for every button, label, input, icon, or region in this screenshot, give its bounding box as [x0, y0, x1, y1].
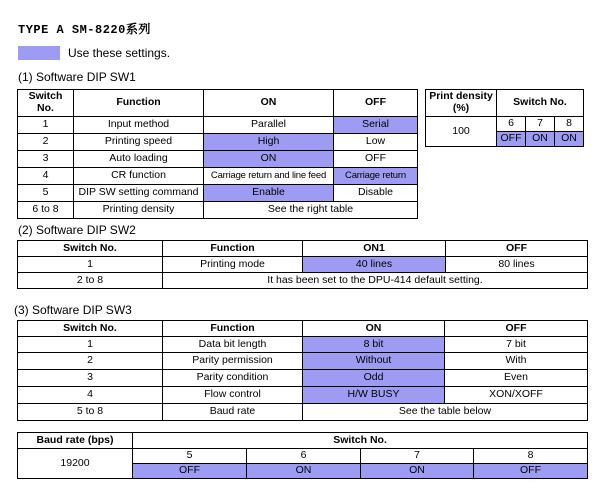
- cell-function: Printing density: [74, 202, 204, 219]
- legend: [18, 46, 170, 60]
- sw2-header-off: OFF: [446, 241, 588, 257]
- cell-on-selected: ON: [204, 151, 334, 168]
- cell-function: CR function: [74, 168, 204, 185]
- sw3-header-on: ON: [303, 321, 445, 337]
- table-row: [18, 168, 418, 185]
- density-table: [425, 89, 584, 147]
- table-row: [18, 387, 588, 404]
- document-title: TYPE A SM-8220系列: [18, 23, 151, 37]
- table-row: [18, 273, 588, 289]
- cell-switch-no: 2 to 8: [18, 273, 163, 289]
- baud-switch-value: OFF: [474, 464, 588, 479]
- cell-merged-note: See the right table: [204, 202, 418, 219]
- sw3-header-switch-no: Switch No.: [18, 321, 163, 337]
- baud-switch-no: 7: [361, 449, 474, 464]
- cell-on-selected: Without: [303, 353, 445, 370]
- cell-switch-no: 1: [18, 257, 163, 273]
- density-header-percent: Print density (%): [426, 90, 497, 117]
- table-row: [18, 151, 418, 168]
- cell-merged-note: It has been set to the DPU-414 default setting.: [163, 273, 588, 289]
- sw3-section-title: (3) Software DIP SW3: [14, 303, 132, 317]
- sw2-header-function: Function: [163, 241, 303, 257]
- cell-switch-no: 2: [18, 134, 74, 151]
- cell-on: Parallel: [204, 117, 334, 134]
- cell-off-selected: Serial: [334, 117, 418, 134]
- density-switch-no: 8: [555, 117, 584, 132]
- baud-switch-value: ON: [247, 464, 361, 479]
- cell-switch-no: 4: [18, 168, 74, 185]
- cell-function: Printing mode: [163, 257, 303, 273]
- density-header-switch-no: Switch No.: [497, 90, 584, 117]
- cell-function: Baud rate: [163, 404, 303, 421]
- cell-switch-no: 5: [18, 185, 74, 202]
- cell-function: Auto loading: [74, 151, 204, 168]
- baud-switch-value: OFF: [133, 464, 247, 479]
- legend-swatch: [18, 46, 60, 60]
- cell-on-selected: Odd: [303, 370, 445, 387]
- table-row: [18, 370, 588, 387]
- baud-switch-value: ON: [361, 464, 474, 479]
- cell-switch-no: 2: [18, 353, 163, 370]
- cell-switch-no: 3: [18, 370, 163, 387]
- sw3-table: [17, 320, 588, 421]
- cell-on-selected: 8 bit: [303, 337, 445, 353]
- cell-off: 7 bit: [445, 337, 588, 353]
- cell-switch-no: 1: [18, 117, 74, 134]
- density-value: 100: [426, 117, 497, 147]
- table-row: [18, 185, 418, 202]
- sw2-table: [17, 240, 588, 289]
- baud-switch-no: 5: [133, 449, 247, 464]
- sw2-header-switch-no: Switch No.: [18, 241, 163, 257]
- sw1-header-off: OFF: [334, 90, 418, 117]
- cell-off: XON/XOFF: [445, 387, 588, 404]
- cell-on-selected: High: [204, 134, 334, 151]
- sw2-header-on: ON1: [303, 241, 446, 257]
- baud-table: [17, 432, 588, 479]
- cell-on: Carriage return and line feed: [204, 168, 334, 185]
- cell-on-selected: H/W BUSY: [303, 387, 445, 404]
- sw3-header-function: Function: [163, 321, 303, 337]
- cell-off: 80 lines: [446, 257, 588, 273]
- table-row: [18, 337, 588, 353]
- sw1-header-on: ON: [204, 90, 334, 117]
- table-row: [18, 202, 418, 219]
- cell-off-selected: Carriage return: [334, 168, 418, 185]
- cell-function: Parity condition: [163, 370, 303, 387]
- table-row: [18, 257, 588, 273]
- baud-switch-no: 8: [474, 449, 588, 464]
- cell-on-selected: Enable: [204, 185, 334, 202]
- cell-function: Parity permission: [163, 353, 303, 370]
- cell-function: DIP SW setting command: [74, 185, 204, 202]
- baud-header-rate: Baud rate (bps): [18, 433, 133, 449]
- density-switch-value: ON: [526, 132, 555, 147]
- sw1-section-title: (1) Software DIP SW1: [18, 70, 136, 84]
- cell-off: OFF: [334, 151, 418, 168]
- sw1-table: [17, 89, 418, 219]
- cell-switch-no: 6 to 8: [18, 202, 74, 219]
- cell-function: Data bit length: [163, 337, 303, 353]
- table-row: [18, 134, 418, 151]
- table-row: [18, 353, 588, 370]
- cell-switch-no: 4: [18, 387, 163, 404]
- density-switch-value: OFF: [497, 132, 526, 147]
- cell-switch-no: 3: [18, 151, 74, 168]
- sw1-header-function: Function: [74, 90, 204, 117]
- cell-off: Disable: [334, 185, 418, 202]
- cell-switch-no: 5 to 8: [18, 404, 163, 421]
- cell-off: With: [445, 353, 588, 370]
- baud-switch-no: 6: [247, 449, 361, 464]
- cell-merged-note: See the table below: [303, 404, 588, 421]
- legend-text: Use these settings.: [68, 46, 171, 60]
- cell-function: Input method: [74, 117, 204, 134]
- density-switch-no: 7: [526, 117, 555, 132]
- cell-function: Flow control: [163, 387, 303, 404]
- table-row: [18, 404, 588, 421]
- cell-off: Low: [334, 134, 418, 151]
- cell-function: Printing speed: [74, 134, 204, 151]
- cell-on-selected: 40 lines: [303, 257, 446, 273]
- cell-switch-no: 1: [18, 337, 163, 353]
- cell-off: Even: [445, 370, 588, 387]
- sw3-header-off: OFF: [445, 321, 588, 337]
- table-row: [18, 117, 418, 134]
- density-switch-no: 6: [497, 117, 526, 132]
- sw1-header-switch-no: Switch No.: [18, 90, 74, 117]
- baud-value: 19200: [18, 449, 133, 479]
- baud-header-switch-no: Switch No.: [133, 433, 588, 449]
- density-switch-value: ON: [555, 132, 584, 147]
- sw2-section-title: (2) Software DIP SW2: [18, 223, 136, 237]
